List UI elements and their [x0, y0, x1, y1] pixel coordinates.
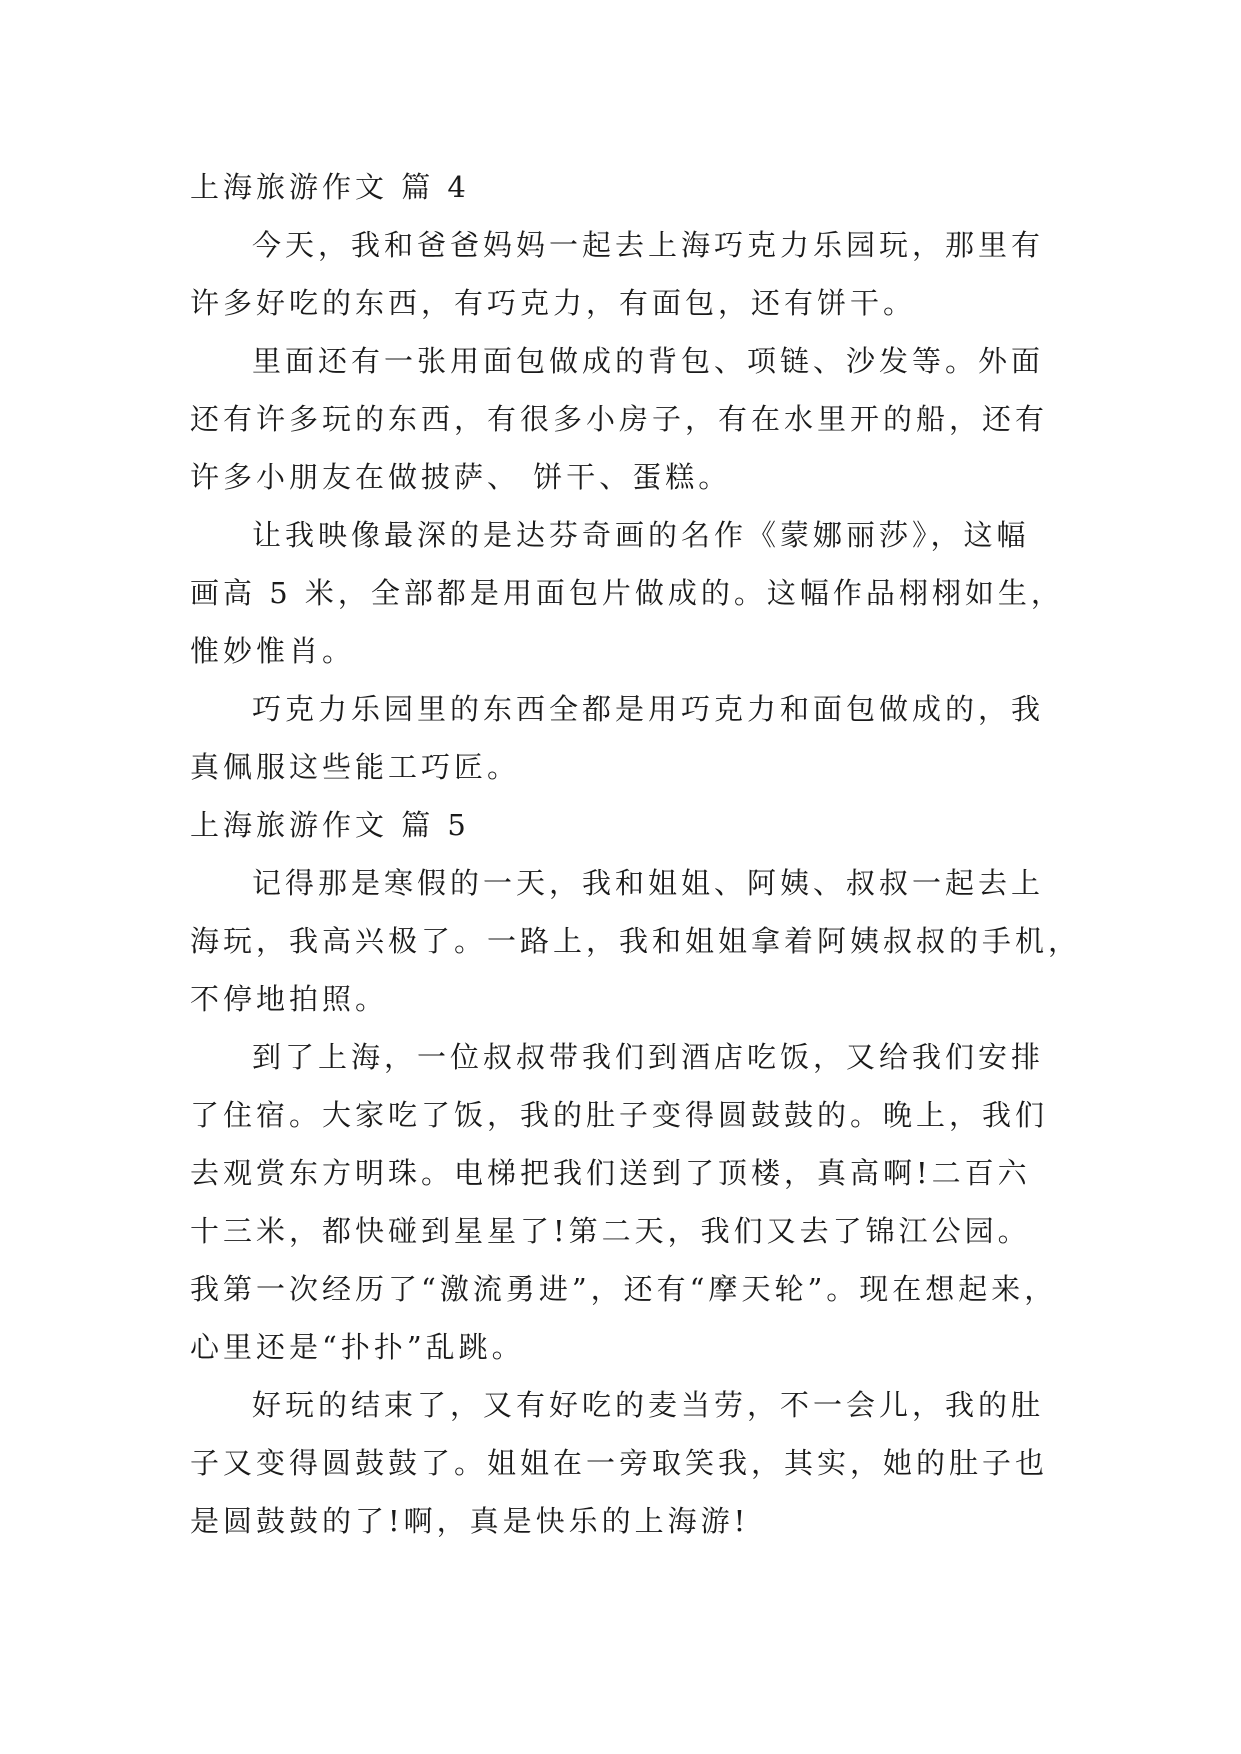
section-title: 上海旅游作文 篇 5 [190, 808, 470, 842]
document-body [190, 158, 1082, 1550]
text-line: 我第一次经历了“激流勇进”，还有“摩天轮”。现在想起来， [190, 1272, 1058, 1306]
text-line: 画高 5 米，全部都是用面包片做成的。这幅作品栩栩如生， [190, 576, 1064, 610]
paragraph [190, 216, 1050, 332]
paragraph [190, 506, 1064, 680]
text-line: 不停地拍照。 [190, 982, 389, 1016]
text-line: 真佩服这些能工巧匠。 [190, 750, 521, 784]
text-line: 到了上海，一位叔叔带我们到酒店吃饭，又给我们安排 [252, 1040, 1045, 1074]
text-line: 许多好吃的东西，有巧克力，有面包，还有饼干。 [190, 286, 917, 320]
text-line: 记得那是寒假的一天，我和姐姐、阿姨、叔叔一起去上 [252, 866, 1045, 900]
paragraph [190, 680, 1050, 796]
text-line: 还有许多玩的东西，有很多小房子，有在水里开的船，还有 [190, 402, 1049, 436]
text-line: 了住宿。大家吃了饭，我的肚子变得圆鼓鼓的。晚上，我们 [190, 1098, 1049, 1132]
paragraph [190, 332, 1050, 506]
paragraph [190, 1028, 1058, 1376]
text-line: 许多小朋友在做披萨、 饼干、蛋糕。 [190, 460, 732, 494]
text-line: 惟妙惟肖。 [190, 634, 356, 668]
paragraph [190, 854, 1082, 1028]
paragraph [190, 1376, 1050, 1550]
text-line: 里面还有一张用面包做成的背包、项链、沙发等。外面 [252, 344, 1045, 378]
text-line: 巧克力乐园里的东西全都是用巧克力和面包做成的，我 [252, 692, 1045, 726]
text-line: 让我映像最深的是达芬奇画的名作《蒙娜丽莎》，这幅 [252, 518, 1030, 552]
text-line: 好玩的结束了，又有好吃的麦当劳，不一会儿，我的肚 [252, 1388, 1045, 1422]
text-line: 子又变得圆鼓鼓了。姐姐在一旁取笑我，其实，她的肚子也 [190, 1446, 1049, 1480]
text-line: 去观赏东方明珠。电梯把我们送到了顶楼，真高啊!二百六 [190, 1156, 1031, 1190]
text-line: 心里还是“扑扑”乱跳。 [190, 1330, 525, 1364]
text-line: 是圆鼓鼓的了!啊，真是快乐的上海游! [190, 1504, 750, 1538]
text-line: 今天，我和爸爸妈妈一起去上海巧克力乐园玩，那里有 [252, 228, 1045, 262]
text-line: 海玩，我高兴极了。一路上，我和姐姐拿着阿姨叔叔的手机， [190, 924, 1082, 958]
text-line: 十三米，都快碰到星星了!第二天，我们又去了锦江公园。 [190, 1214, 1031, 1248]
section-title: 上海旅游作文 篇 4 [190, 170, 470, 204]
